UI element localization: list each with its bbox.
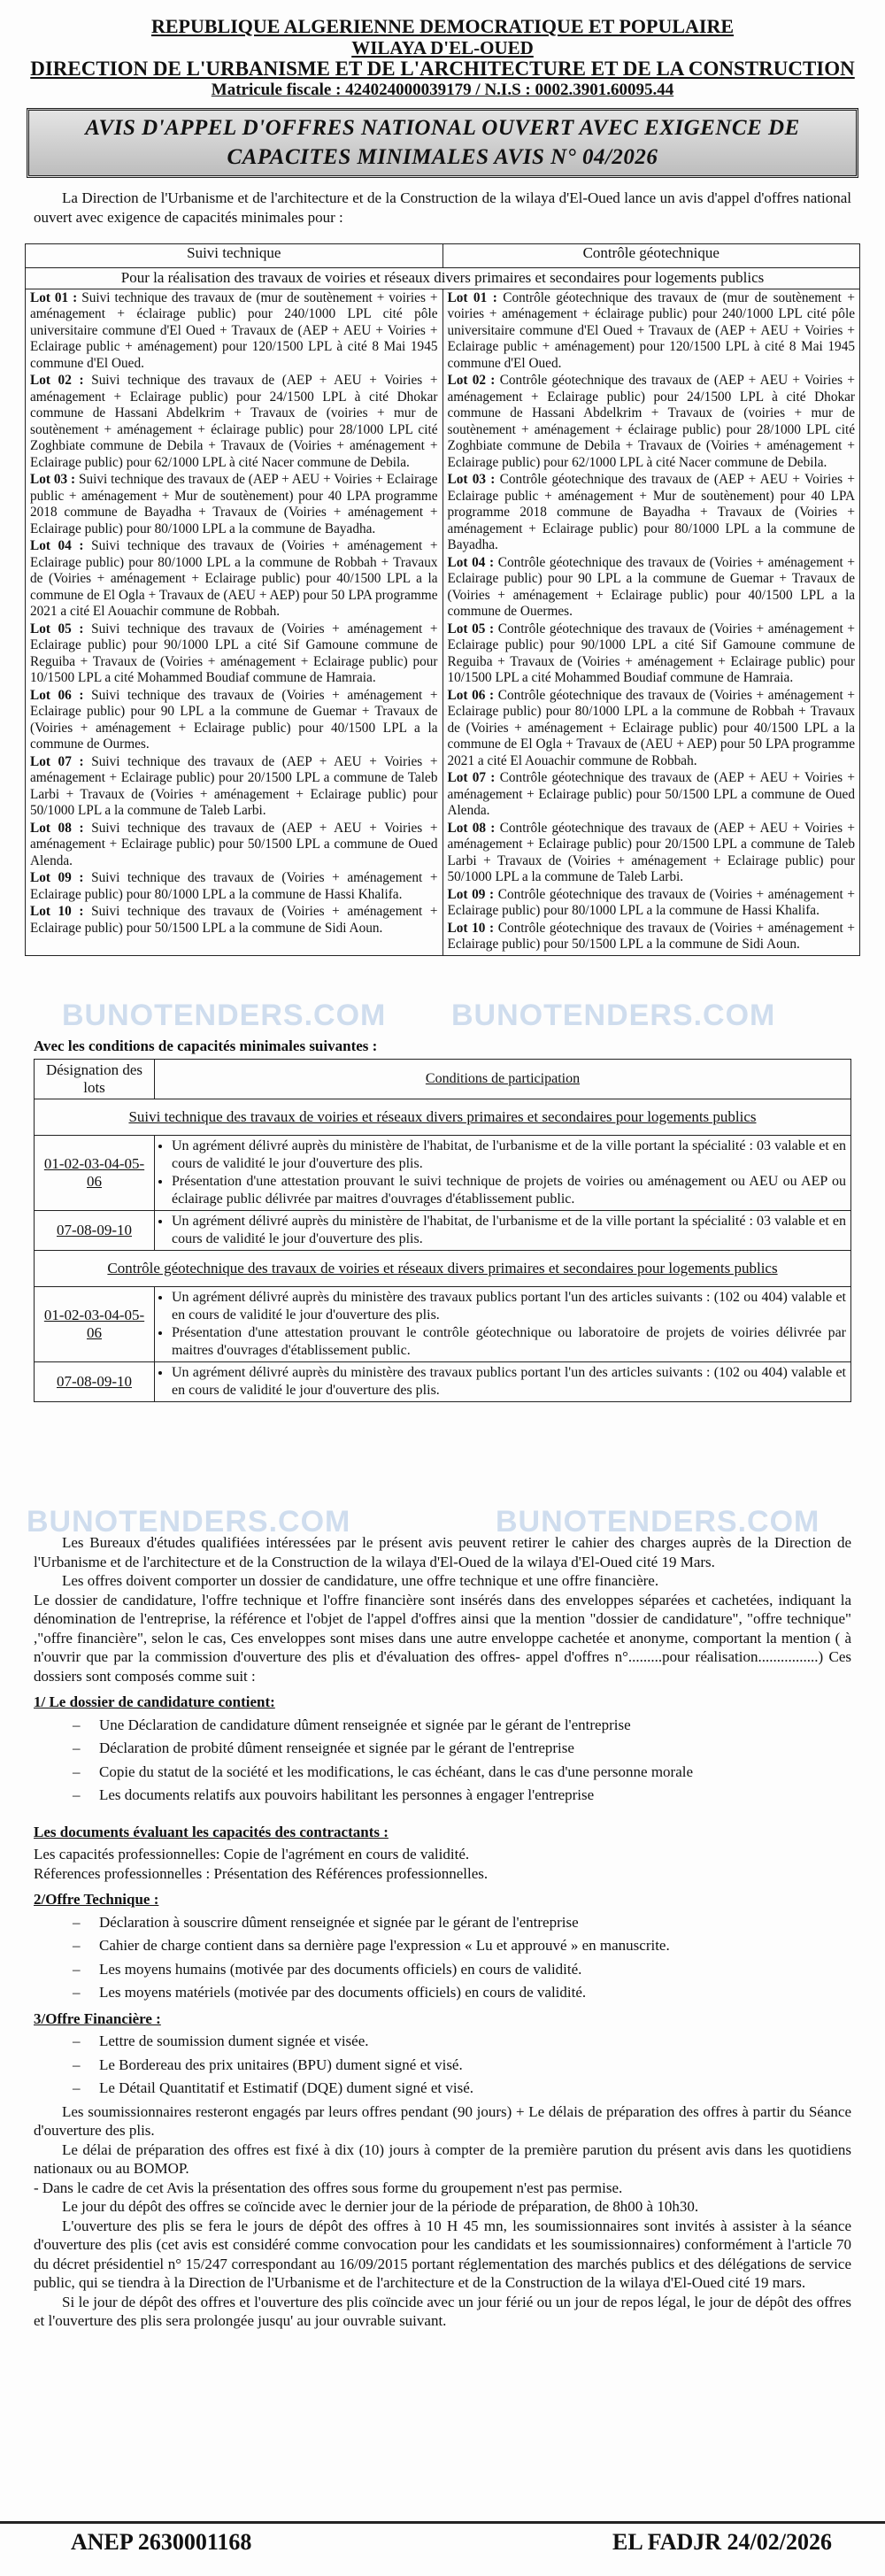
lot-text: Suivi technique des travaux de (Voiries + aménagement + Eclairage public) pour 80/1000 LPL a la commune de Hassi Khalifa. [30,870,438,902]
list-item: • Un agrément délivré auprès du ministère des travaux publics portant l'un des articles suivants : (102 ou 404) valable et en cours de validité le jour d'ouverture des plis. [172,1364,846,1400]
list-item: – Les moyens humains (motivée par des documents officiels) en cours de validité. [99,1960,851,1979]
header-wilaya: WILAYA D'EL-OUED [351,37,534,58]
lot-text: Contrôle géotechnique des travaux de (Voiries + aménagement + Eclairage public) pour 80/1000 LPL a la commune de Robbah + Travaux de (Voiries + aménagement + Eclairage public) pour 40/1500 LPL a la commune de El Ogla + Travaux de (AEU + AEP) pour 50 LPA programme 2021 a cité El Aouachir commune de Robbah. [447,687,856,768]
lot-label: Lot 04 : [447,554,498,570]
list-item: • Un agrément délivré auprès du ministère de l'habitat, de l'urbanisme et de la ville portant la spécialité : 03 valable et en cours de validité le jour d'ouverture des plis. [172,1213,846,1248]
offre-technique-list [34,1913,851,2002]
lots-col-controle: Contrôle géotechnique [442,244,860,268]
header-direction: DIRECTION DE L'URBANISME ET DE L'ARCHITECTURE ET DE LA CONSTRUCTION [30,58,855,80]
header [0,0,885,101]
section-heading-offre-financiere: 3/Offre Financière : [34,2009,161,2027]
lot-label: Lot 10 : [447,920,498,936]
lot-label: Lot 08 : [30,820,92,836]
list-item: – Copie du statut de la société et les modifications, le cas échéant, dans le cas d'une personne morale [99,1762,851,1782]
list-item: – Déclaration à souscrire dûment renseignée et signée par le gérant de l'entreprise [99,1913,851,1932]
candidature-list [34,1716,851,1805]
lot-entry [30,472,438,537]
lots-subtitle: Pour la réalisation des travaux de voiries et réseaux divers primaires et secondaires pour logements publics [26,268,860,289]
conditions-lots-cell: 01-02-03-04-05-06 [35,1136,155,1211]
body-paragraph: Le jour du dépôt des offres se coïncide avec le dernier jour de la période de préparation, de 8h00 à 10h30. [62,2198,699,2215]
list-item: • Présentation d'une attestation prouvant le contrôle géotechnique ou laboratoire de projets de voiries délivrée par maitres d'ouvrages d'établissement public. [172,1324,846,1360]
body-paragraph: L'ouverture des plis se fera le jours de dépôt des offres à 10 H 45 mn, les soumissionnaires sont invités à assister à la séance d'ouverture des plis (cet avis est considéré comme convocation pour les candidats et les soumissionnaires) conformément à l'article 70 du décret présidentiel n° 15/247 correspondant au 16/09/2015 portant réglementation des marchés publics et des délégations de service public, qui se tiendra à la Direction de l'Urbanisme et de l'architecture et de la Construction de la wilaya d'El-Oued cité 19 mars. [34,2217,851,2291]
list-item: • Présentation d'une attestation prouvant le suivi technique de projets de voiries ou aménagement ou AEU ou AEP ou éclairage public délivrée par maitres d'ouvrages d'établissement public. [172,1173,846,1208]
lot-entry [30,688,438,753]
lot-text: Suivi technique des travaux de (Voiries + aménagement + Eclairage public) pour 80/1000 LPL a la commune de Robbah + Travaux de (Voiries + aménagement + Eclairage public) pour 40/1500 LPL a la commune de El Ogla + Travaux de (AEU + AEP) pour 50 LPA programme 2021 a cité El Aouachir commune de Robbah. [30,538,438,619]
list-item: – Les documents relatifs aux pouvoirs habilitant les personnes à engager l'entreprise [99,1785,851,1805]
lot-label: Lot 01 : [447,289,504,305]
lot-label: Lot 09 : [447,886,498,902]
footer-newspaper-date: EL FADJR 24/02/2026 [612,2529,832,2555]
lot-label: Lot 06 : [447,687,498,703]
lot-entry [448,887,856,920]
conditions-list [159,1138,846,1208]
lot-label: Lot 02 : [447,373,500,388]
lot-label: Lot 03 : [447,472,500,487]
lot-entry [30,754,438,820]
lot-text: Contrôle géotechnique des travaux de (Voiries + aménagement + Eclairage public) pour 50/1500 LPL a la commune de Sidi Aoun. [447,920,856,952]
lot-label: Lot 10 : [30,904,92,919]
lot-entry [30,621,438,687]
lots-table [25,243,860,956]
lots-left-column [26,289,443,955]
list-item: • Un agrément délivré auprès du ministère de l'habitat, de l'urbanisme et de la ville portant la spécialité : 03 valable et en cours de validité le jour d'ouverture des plis. [172,1138,846,1173]
notice-title-line2: CAPACITES MINIMALES AVIS N° 04/2026 [227,145,658,169]
lot-text: Contrôle géotechnique des travaux de (Voiries + aménagement + Eclairage public) pour 80/1000 LPL a la commune de Hassi Khalifa. [447,886,856,918]
lot-label: Lot 07 : [447,770,500,785]
section-heading-capacites: Les documents évaluant les capacités des contractants : [34,1823,389,1840]
lot-text: Contrôle géotechnique des travaux de (mur de soutènement + voiries + aménagement + éclairage public) pour 240/1000 LPL cité pôle universitaire commune d'El Oued + Travaux de (AEP + AEU + Voiries + Eclairage public + aménagement) pour 120/1500 LPL à cité 8 Mai 1945 commune d'El Oued. [447,289,856,371]
lot-label: Lot 05 : [30,621,92,636]
list-item: – Déclaration de probité dûment renseignée et signée par le gérant de l'entreprise [99,1739,851,1758]
conditions-lots-cell: 01-02-03-04-05-06 [35,1287,155,1362]
notice-body [34,1533,851,2331]
lot-text: Contrôle géotechnique des travaux de (Voiries + aménagement + Eclairage public) pour 90 LPL a la commune de Guemar + Travaux de (Voiries + aménagement + Eclairage public) pour 40/1500 LPL a la commune de Ouermes. [447,554,856,619]
conditions-items-cell [155,1362,851,1402]
lot-text: Contrôle géotechnique des travaux de (Voiries + aménagement + Eclairage public) pour 90/1000 LPL a cité Sif Gamoune commune de Reguiba + Travaux de (Voiries + aménagement + Eclairage public) pour 10/1500 LPL a cité Mohammed Boudiaf commune de Hamraia. [447,621,856,685]
lot-label: Lot 04 : [30,538,92,553]
lot-label: Lot 08 : [447,820,500,836]
body-paragraph: Les capacités professionnelles: Copie de l'agrément en cours de validité. [34,1846,470,1863]
offre-financiere-list [34,2032,851,2098]
header-matricule: Matricule fiscale : 424024000039179 / N.I.S : 0002.3901.60095.44 [211,81,674,99]
lot-entry [448,688,856,770]
lot-text: Suivi technique des travaux de (Voiries + aménagement + Eclairage public) pour 90/1000 LPL a cité Sif Gamoune commune de Reguiba + Travaux de (Voiries + aménagement + Eclairage public) pour 10/1500 LPL a cité Mohammed Boudiaf commune de Hamraia. [30,621,438,685]
lot-label: Lot 07 : [30,753,92,769]
conditions-items-cell [155,1211,851,1251]
lots-right-column [442,289,860,955]
conditions-lots-cell: 07-08-09-10 [35,1211,155,1251]
lot-text: Suivi technique des travaux de (AEP + AEU + Voiries + aménagement + Eclairage public) pour 50/1500 LPL a commune de Oued Alenda. [30,820,438,868]
body-paragraph: Réferences professionnelles : Présentation des Références professionnelles. [34,1864,489,1882]
footer-anep-ref: ANEP 2630001168 [71,2529,252,2555]
lot-label: Lot 09 : [30,870,92,885]
section-heading-offre-technique: 2/Offre Technique : [34,1891,159,1908]
lot-entry [448,555,856,621]
conditions-col-participation: Conditions de participation [155,1060,851,1099]
watermark: BUNOTENDERS.COM [62,999,387,1032]
footer [0,2521,885,2559]
conditions-list [159,1213,846,1248]
conditions-section-controle: Contrôle géotechnique des travaux de voiries et réseaux divers primaires et secondaires pour logements publics [35,1251,851,1287]
conditions-items-cell [155,1287,851,1362]
intro-paragraph: La Direction de l'Urbanisme et de l'architecture et de la Construction de la wilaya d'El-Oued lance un avis d'appel d'offres national ouvert avec exigence de capacités minimales pour : [34,189,851,226]
conditions-list [159,1289,846,1360]
lot-entry [30,290,438,373]
notice-title-banner [27,108,858,178]
lot-entry [30,904,438,937]
lot-entry [448,472,856,554]
section-heading-candidature: 1/ Le dossier de candidature contient: [34,1693,275,1710]
lot-entry [30,821,438,870]
lot-text: Contrôle géotechnique des travaux de (AEP + AEU + Voiries + aménagement + Eclairage public) pour 24/1500 LPL à cité Dhokar commune de Hassani Abdelkrim + Travaux de (voiries + mur de soutènement + aménagement + éclairage public) pour 28/1000 LPL cité Zoghbiate commune de Debila + Travaux de (Voiries + aménagement + Eclairage public) pour 62/1000 LPL à cité Nacer commune de Debila. [447,373,856,470]
lot-entry [448,373,856,471]
lot-entry [448,770,856,820]
body-paragraph: Les Bureaux d'études qualifiées intéressées par le présent avis peuvent retirer le cahier des charges auprès de la Direction de l'Urbanisme et de l'architecture et de la Construction de la wilaya d'El-Oued de la wilaya d'El-Oued cité 19 Mars. [34,1534,851,1570]
lot-label: Lot 06 : [30,687,92,703]
lot-entry [448,921,856,953]
watermark: BUNOTENDERS.COM [451,999,776,1032]
body-paragraph: Les soumissionnaires resteront engagés par leurs offres pendant (90 jours) + Le délais de préparation des offres à partir du Séance d'ouverture des plis. [34,2102,851,2139]
header-republic: REPUBLIQUE ALGERIENNE DEMOCRATIQUE ET POPULAIRE [150,15,735,37]
list-item: – Une Déclaration de candidature dûment renseignée et signée par le gérant de l'entreprise [99,1716,851,1735]
lot-text: Suivi technique des travaux de (AEP + AEU + Voiries + aménagement + Eclairage public) pour 20/1500 LPL a commune de Taleb Larbi + Travaux de (Voiries + aménagement + Eclairage public) pour 50/1000 LPL a la commune de Taleb Larbi. [30,753,438,818]
lot-text: Contrôle géotechnique des travaux de (AEP + AEU + Voiries + Eclairage public + aménagement + Mur de soutènement) pour 40 LPA programme 2018 commune de Bayadha + Travaux de (Voiries + aménagement + Eclairage public) pour 80/1000 LPL a la commune de Bayadha. [447,472,856,552]
lot-entry [448,621,856,687]
list-item: – Le Détail Quantitatif et Estimatif (DQE) dument signé et visé. [99,2079,851,2098]
lot-entry [448,290,856,373]
body-paragraph: Le délai de préparation des offres est fixé à dix (10) jours à compter de la première parution du présent avis dans les quotidiens nationaux ou au BOMOP. [34,2140,851,2177]
list-item: • Un agrément délivré auprès du ministère des travaux publics portant l'un des articles suivants : (102 ou 404) valable et en cours de validité le jour d'ouverture des plis. [172,1289,846,1324]
lot-entry [30,373,438,471]
lot-text: Suivi technique des travaux de (Voiries + aménagement + Eclairage public) pour 90 LPL a la commune de Guemar + Travaux de (Voiries + aménagement + Eclairage public) pour 40/1500 LPL a la commune de Ourmes. [30,687,438,752]
conditions-table [34,1059,851,1402]
conditions-section-suivi: Suivi technique des travaux de voiries et réseaux divers primaires et secondaires pour logements publics [35,1099,851,1136]
list-item: – Les moyens matériels (motivée par des documents officiels) en cours de validité. [99,1983,851,2002]
body-paragraph: Si le jour de dépôt des offres et l'ouverture des plis coïncide avec un jour férié ou un jour de repos légal, le jour de dépôt des offres et l'ouverture des plis sera prolongée jusqu' au jour ouvrable suivant. [34,2293,851,2329]
lot-text: Suivi technique des travaux de (AEP + AEU + Voiries + Eclairage public + aménagement + Mur de soutènement) pour 40 LPA programme 2018 commune de Bayadha + Travaux de (Voiries + aménagement + Eclairage public) pour 80/1000 LPL a la commune de Bayadha. [30,472,438,536]
lot-label: Lot 05 : [447,621,498,636]
body-paragraph: Les offres doivent comporter un dossier de candidature, une offre technique et une offre financière. [62,1572,659,1589]
list-item: – Lettre de soumission dument signée et visée. [99,2032,851,2051]
conditions-items-cell [155,1136,851,1211]
lot-text: Contrôle géotechnique des travaux de (AEP + AEU + Voiries + aménagement + Eclairage public) pour 50/1500 LPL a commune de Oued Alenda. [447,770,856,818]
notice-title-line1: AVIS D'APPEL D'OFFRES NATIONAL OUVERT AVEC EXIGENCE DE [85,116,800,140]
conditions-lots-cell: 07-08-09-10 [35,1362,155,1402]
lot-label: Lot 02 : [30,373,92,388]
lot-text: Suivi technique des travaux de (Voiries + aménagement + Eclairage public) pour 50/1500 LPL a la commune de Sidi Aoun. [30,904,438,936]
list-item: – Le Bordereau des prix unitaires (BPU) dument signé et visé. [99,2055,851,2075]
lot-entry [30,538,438,621]
lot-text: Suivi technique des travaux de (AEP + AEU + Voiries + aménagement + Eclairage public) pour 24/1500 LPL à cité Dhokar commune de Hassani Abdelkrim + Travaux de (voiries + mur de soutènement + aménagement + éclairage public) pour 28/1000 LPL cité Zoghbiate commune de Debila + Travaux de (Voiries + aménagement + Eclairage public) pour 62/1000 LPL à cité Nacer commune de Debila. [30,373,438,470]
body-paragraph: Le dossier de candidature, l'offre technique et l'offre financière sont insérés dans des enveloppes séparées et cachetées, indiquant la dénomination de l'entreprise, la référence et l'objet de l'appel d'offres ainsi que la mention "dossier de candidature", "offre technique" ,"offre financière", selon le cas, Ces enveloppes sont mises dans une autre enveloppe cachetée et anonyme, comportant la mention ( à n'ouvrir que par la commission d'ouverture des plis et d'évaluation des offres- appel d'offres n°.........pour réalisation................) Ces dossiers sont composés comme suit : [34,1591,851,1685]
lot-text: Suivi technique des travaux de (mur de soutènement + voiries + aménagement + éclairage public) pour 240/1000 LPL cité pôle universitaire commune d'El Oued + Travaux de (AEP + AEU + Voiries + Eclairage public + aménagement) pour 120/1500 LPL à cité 8 Mai 1945 commune d'El Oued. [30,289,438,371]
lot-text: Contrôle géotechnique des travaux de (AEP + AEU + Voiries + aménagement + Eclairage public) pour 20/1500 LPL a commune de Taleb Larbi + Travaux de (Voiries + aménagement + Eclairage public) pour 50/1000 LPL a la commune de Taleb Larbi. [447,820,856,884]
lot-entry [30,870,438,903]
list-item: – Cahier de charge contient dans sa dernière page l'expression « Lu et approuvé » en manuscrite. [99,1936,851,1955]
lots-col-suivi: Suivi technique [26,244,443,268]
conditions-title: Avec les conditions de capacités minimales suivantes : [34,1037,378,1054]
conditions-list [159,1364,846,1400]
watermark: BUNOTENDERS.COM [496,1505,820,1539]
conditions-col-lots: Désignation des lots [35,1060,155,1099]
body-paragraph: - Dans le cadre de cet Avis la présentation des offres sous forme du groupement n'est pas permise. [34,2179,623,2196]
lot-entry [448,821,856,886]
watermark: BUNOTENDERS.COM [27,1505,351,1539]
lot-label: Lot 03 : [30,472,79,487]
lot-label: Lot 01 : [30,289,82,305]
